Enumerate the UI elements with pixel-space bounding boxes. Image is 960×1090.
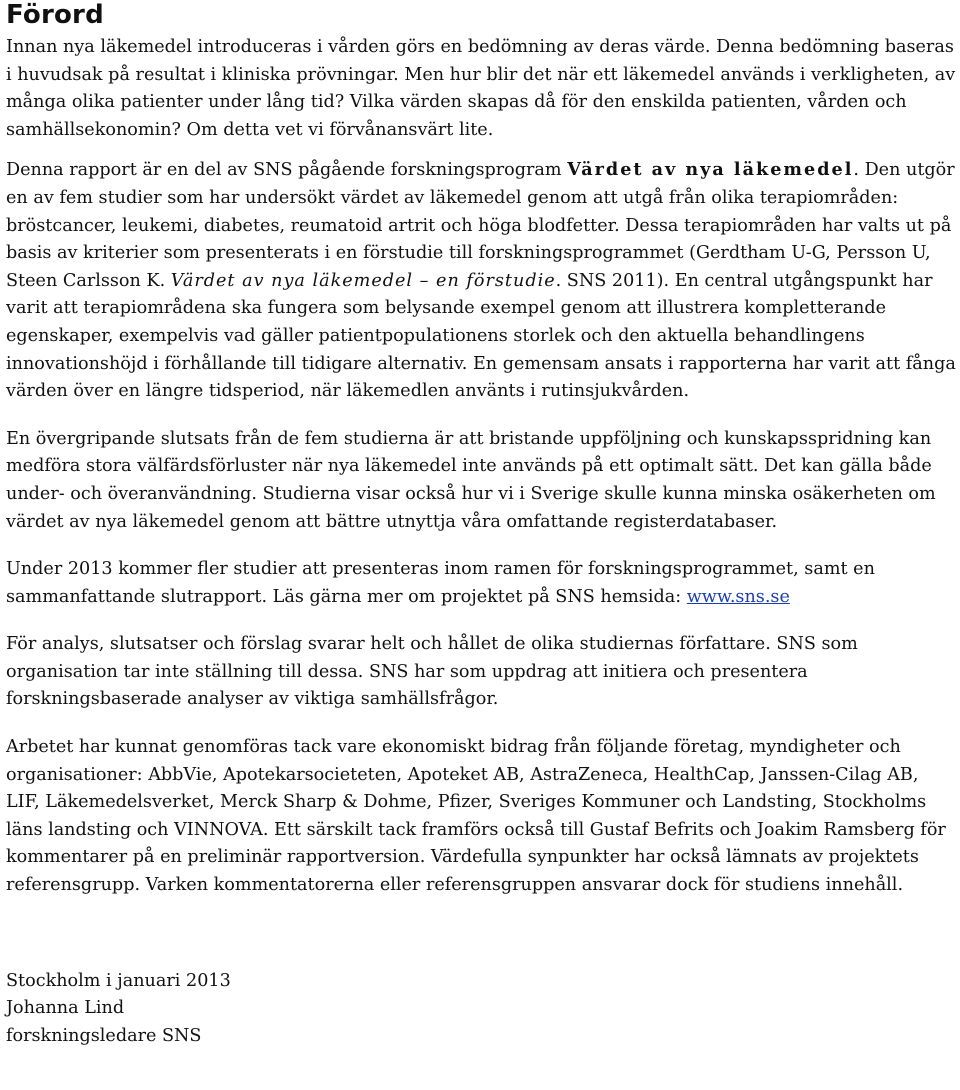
document-page	[6, 0, 956, 1050]
paragraph-acknowledgements: Arbetet har kunnat genomföras tack vare ekonomiskt bidrag från följande företag, myndigheter och organisationer: AbbVie, Apotekarsocieteten, Apoteket AB, AstraZeneca, HealthCap, Janssen-Cilag AB, LIF, Läkemedelsverket, Merck Sharp & Dohme, Pfizer, Sveriges Kommuner och Landsting, Stockholms läns landsting och VINNOVA. Ett särskilt tack framförs också till Gustaf Befrits och Joakim Ramsberg för kommentarer på en preliminär rapportversion. Värdefulla synpunkter har också lämnats av projektets referensgrupp. Varken kommentatorerna eller referensgruppen ansvarar dock för studiens innehåll.	[6, 737, 946, 896]
paragraph-program-text-a: Denna rapport är en del av SNS pågående forskningsprogram	[6, 160, 568, 181]
signature-place-date: Stockholm i januari 2013	[6, 970, 231, 991]
paragraph-intro: Innan nya läkemedel introduceras i vården görs en bedömning av deras värde. Denna bedömning baseras i huvudsak på resultat i kliniska prövningar. Men hur blir det när ett läkemedel används i verkligheten, av många olika patienter under lång tid? Vilka värden skapas då för den enskilda patienten, vården och samhällsekonomin? Om detta vet vi förvånansvärt lite.	[6, 37, 956, 140]
citation-title: Värdet av nya läkemedel – en förstudie	[170, 270, 556, 291]
signature-role: forskningsledare SNS	[6, 1025, 202, 1046]
page-title: Förord	[6, 0, 104, 30]
paragraph-program-text-b: . Den utgör en av fem studier som har undersökt värdet av läkemedel genom att utgå från olika terapiområden: bröstcancer, leukemi, diabetes, reumatoid artrit och höga blodfetter. Dessa terapiområden har valts ut på basis av kriterier som presenterats i en förstudie till forskningsprogrammet (Gerdtham U-G, Persson U, Steen Carlsson K.	[6, 160, 955, 291]
paragraph-program	[6, 156, 956, 405]
paragraph-program-text-c: . SNS 2011). En central utgångspunkt har varit att terapiområdena ska fungera som belysande exempel genom att illustrera kompletterande egenskaper, exempelvis vad gäller patientpopulationens storlek och den aktuella behandlingens innovationshöjd i förhållande till tidigare alternativ. En gemensam ansats i rapporterna har varit att fånga värden över en längre tidsperiod, när läkemedlen använts i rutinsjukvården.	[6, 270, 956, 402]
signature-block	[6, 968, 956, 1051]
paragraph-responsibility: För analys, slutsatser och förslag svarar helt och hållet de olika studiernas författare. SNS som organisation tar inte ställning till dessa. SNS har som uppdrag att initiera och presentera forskningsbaserade analyser av viktiga samhällsfrågor.	[6, 634, 858, 710]
sns-website-link[interactable]: www.sns.se	[686, 586, 790, 607]
paragraph-conclusion: En övergripande slutsats från de fem studierna är att bristande uppföljning och kunskapsspridning kan medföra stora välfärdsförluster när nya läkemedel inte används på ett optimalt sätt. Det kan gälla både under- och överanvändning. Studierna visar också hur vi i Sverige skulle kunna minska osäkerheten om värdet av nya läkemedel genom att bättre utnyttja våra omfattande registerdatabaser.	[6, 428, 936, 532]
paragraph-upcoming	[6, 556, 956, 611]
signature-name: Johanna Lind	[6, 998, 125, 1019]
program-name: Värdet av nya läkemedel	[567, 159, 854, 181]
paragraph-upcoming-text: Under 2013 kommer fler studier att presenteras inom ramen för forskningsprogrammet, samt en sammanfattande slutrapport. Läs gärna mer om projektet på SNS hemsida:	[6, 559, 875, 607]
